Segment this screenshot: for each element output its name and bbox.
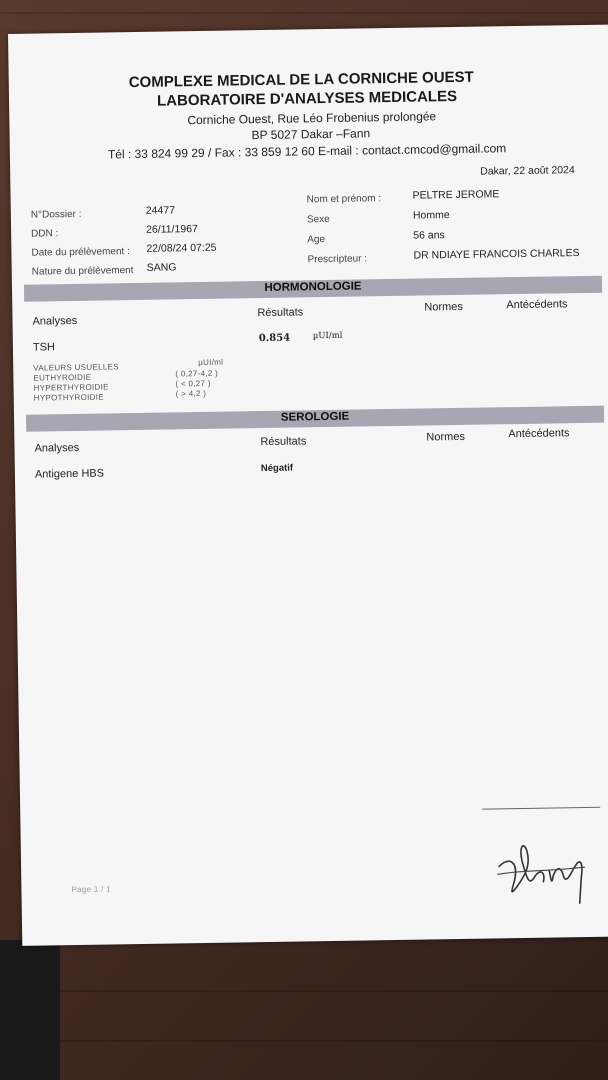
- sexe-value: Homme: [412, 209, 450, 222]
- ref-label: HYPERTHYROIDIE: [33, 382, 109, 393]
- age-value: 56 ans: [413, 229, 445, 242]
- prescripteur-value: DR NDIAYE FRANCOIS CHARLES: [413, 247, 580, 262]
- signature: [489, 825, 600, 917]
- ref-unit: µUI/ml: [198, 357, 224, 368]
- ddn-label: DDN :: [31, 228, 59, 240]
- nom-value: PELTRE JEROME: [412, 188, 500, 202]
- age-label: Age: [307, 234, 326, 246]
- table-grain: [0, 990, 608, 992]
- col-antecedents: Antécédents: [506, 298, 568, 312]
- col-normes: Normes: [424, 300, 463, 314]
- lab-address: Corniche Ouest, Rue Léo Frobenius prolongée: [187, 109, 437, 128]
- ref-value: ( 0,27-4,2 ): [175, 368, 219, 379]
- dossier-value: 24477: [145, 204, 176, 217]
- date-prelevement-value: 22/08/24 07:25: [146, 241, 217, 255]
- signature-line: [482, 807, 600, 810]
- col-resultats: Résultats: [260, 435, 307, 449]
- hormonologie-title: HORMONOLOGIE: [264, 280, 362, 295]
- nom-label: Nom et prénom :: [306, 193, 382, 206]
- ref-value: ( > 4,2 ): [175, 388, 207, 399]
- report-date: Dakar, 22 août 2024: [480, 164, 575, 178]
- table-grain: [0, 12, 608, 14]
- lab-subtitle: LABORATOIRE D'ANALYSES MEDICALES: [156, 87, 458, 110]
- table-grain: [0, 1040, 608, 1042]
- hormonologie-bar: [24, 276, 602, 302]
- lab-bp: BP 5027 Dakar –Fann: [251, 126, 371, 143]
- serologie-title: SEROLOGIE: [280, 410, 350, 424]
- lab-name: COMPLEXE MEDICAL DE LA CORNICHE OUEST: [128, 68, 474, 92]
- tsh-unit: µUI/ml: [312, 330, 343, 342]
- col-normes: Normes: [426, 430, 465, 444]
- ref-label: HYPOTHYROIDIE: [33, 392, 104, 403]
- tsh-result: 0.854: [258, 332, 291, 345]
- dossier-label: N°Dossier :: [30, 208, 82, 221]
- col-analyses: Analyses: [34, 441, 80, 455]
- ddn-value: 26/11/1967: [145, 223, 198, 236]
- col-resultats: Résultats: [257, 306, 304, 320]
- prescripteur-label: Prescripteur :: [307, 253, 368, 266]
- test-tsh: TSH: [32, 341, 56, 354]
- lab-report-page: [8, 25, 608, 946]
- date-prelevement-label: Date du prélèvement :: [31, 246, 130, 259]
- sexe-label: Sexe: [306, 213, 330, 226]
- ref-title: VALEURS USUELLES: [33, 362, 119, 373]
- ref-value: ( < 0,27 ): [175, 378, 211, 389]
- hbs-result: Négatif: [260, 462, 294, 475]
- ref-label: EUTHYROIDIE: [33, 372, 92, 383]
- test-antigene-hbs: Antigene HBS: [34, 467, 105, 481]
- col-analyses: Analyses: [32, 314, 78, 328]
- page-number: Page 1 / 1: [71, 884, 111, 895]
- lab-contact: Tél : 33 824 99 29 / Fax : 33 859 12 60 E-mail : contact.cmcod@gmail.com: [107, 141, 507, 162]
- table-shadow: [0, 940, 60, 1080]
- nature-prelevement-label: Nature du prélèvement: [31, 265, 134, 278]
- nature-prelevement-value: SANG: [146, 261, 177, 274]
- col-antecedents: Antécédents: [508, 427, 570, 441]
